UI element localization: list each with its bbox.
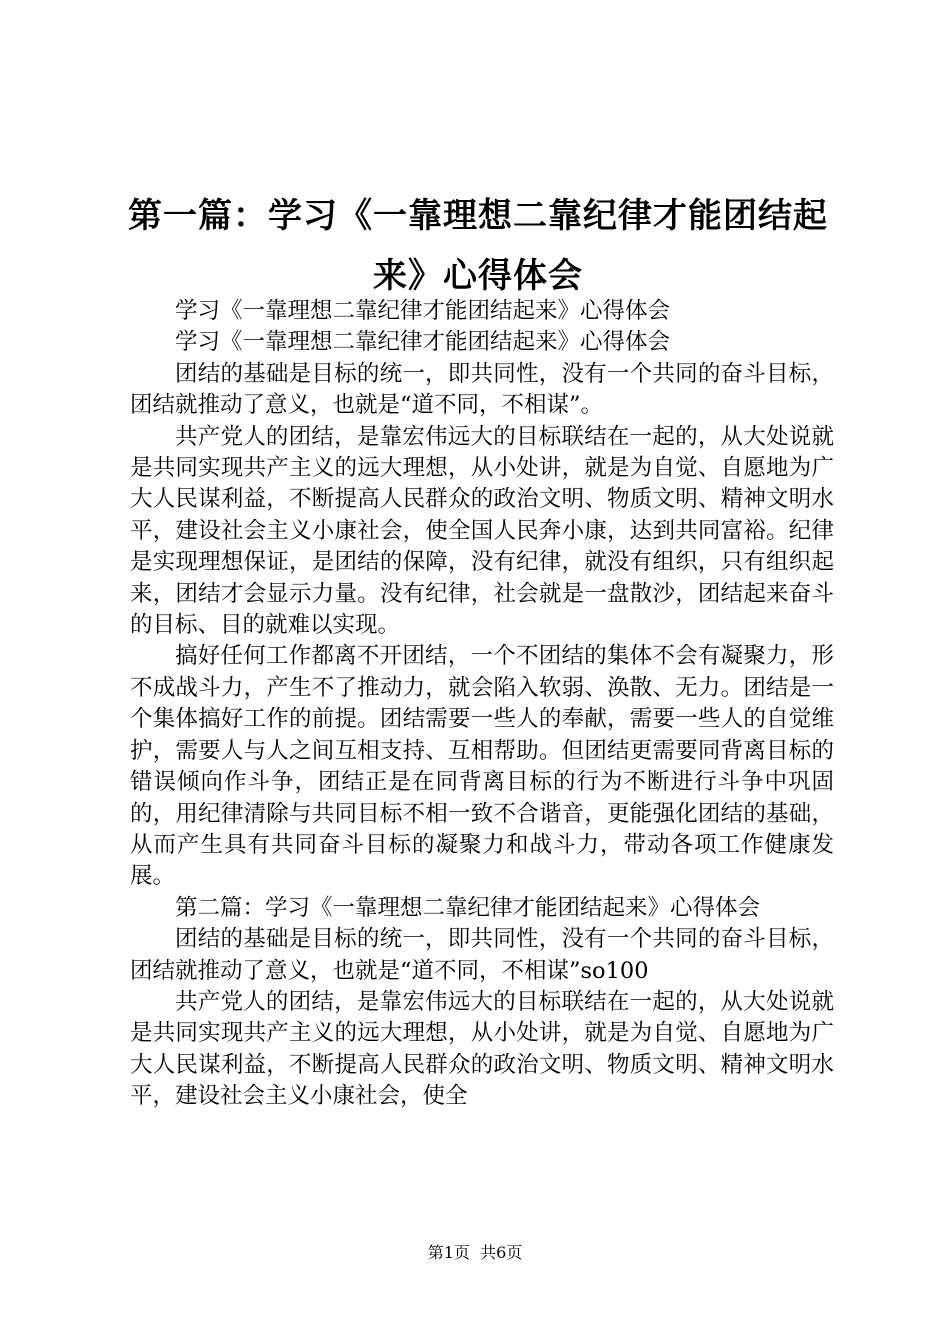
paragraph: 团结的基础是目标的统一，即共同性，没有一个共同的奋斗目标，团结就推动了意义，也就是“道不同，不相谋”。 bbox=[130, 360, 834, 419]
paragraph: 学习《一靠理想二靠纪律才能团结起来》心得体会 bbox=[175, 298, 671, 324]
document-body bbox=[130, 296, 834, 1113]
paragraph: 团结的基础是目标的统一，即共同性，没有一个共同的奋斗目标，团结就推动了意义，也就是“道不同，不相谋”so100 bbox=[130, 926, 834, 984]
paragraph: 共产党人的团结，是靠宏伟远大的目标联结在一起的，从大处说就是共同实现共产主义的远大理想，从小处讲，就是为自觉、自愿地为广大人民谋利益，不断提高人民群众的政治文明、物质文明、精神文明水平，建设社会主义小康社会，使全国人民奔小康，达到共同富裕。纪律是实现理想保证，是团结的保障，没有纪律，就没有组织，只有组织起来，团结才会显示力量。没有纪律，社会就是一盘散沙，团结起来奋斗的目标、目的就难以实现。 bbox=[130, 423, 834, 639]
paragraph: 共产党人的团结，是靠宏伟远大的目标联结在一起的，从大处说就是共同实现共产主义的远大理想，从小处讲，就是为自觉、自愿地为广大人民谋利益，不断提高人民群众的政治文明、物质文明、精神文明水平，建设社会主义小康社会，使全 bbox=[130, 988, 834, 1110]
paragraph: 学习《一靠理想二靠纪律才能团结起来》心得体会 bbox=[175, 329, 671, 356]
page-number-footer: 第1页 共6页 bbox=[427, 1243, 523, 1262]
paragraph: 第二篇：学习《一靠理想二靠纪律才能团结起来》心得体会 bbox=[175, 894, 761, 921]
paragraph: 搞好任何工作都离不开团结，一个不团结的集体不会有凝聚力，形不成战斗力，产生不了推动力，就会陷入软弱、涣散、无力。团结是一个集体搞好工作的前提。团结需要一些人的奉献，需要一些人的自觉维护，需要人与人之间互相支持、互相帮助。但团结更需要同背离目标的错误倾向作斗争，团结正是在同背离目标的行为不断进行斗争中巩固的，用纪律清除与共同目标不相一致不合谐音，更能强化团结的基础，从而产生具有共同奋斗目标的凝聚力和战斗力，带动各项工作健康发展。 bbox=[130, 643, 834, 890]
document-title: 第一篇：学习《一靠理想二靠纪律才能团结起来》心得体会 bbox=[128, 196, 828, 296]
